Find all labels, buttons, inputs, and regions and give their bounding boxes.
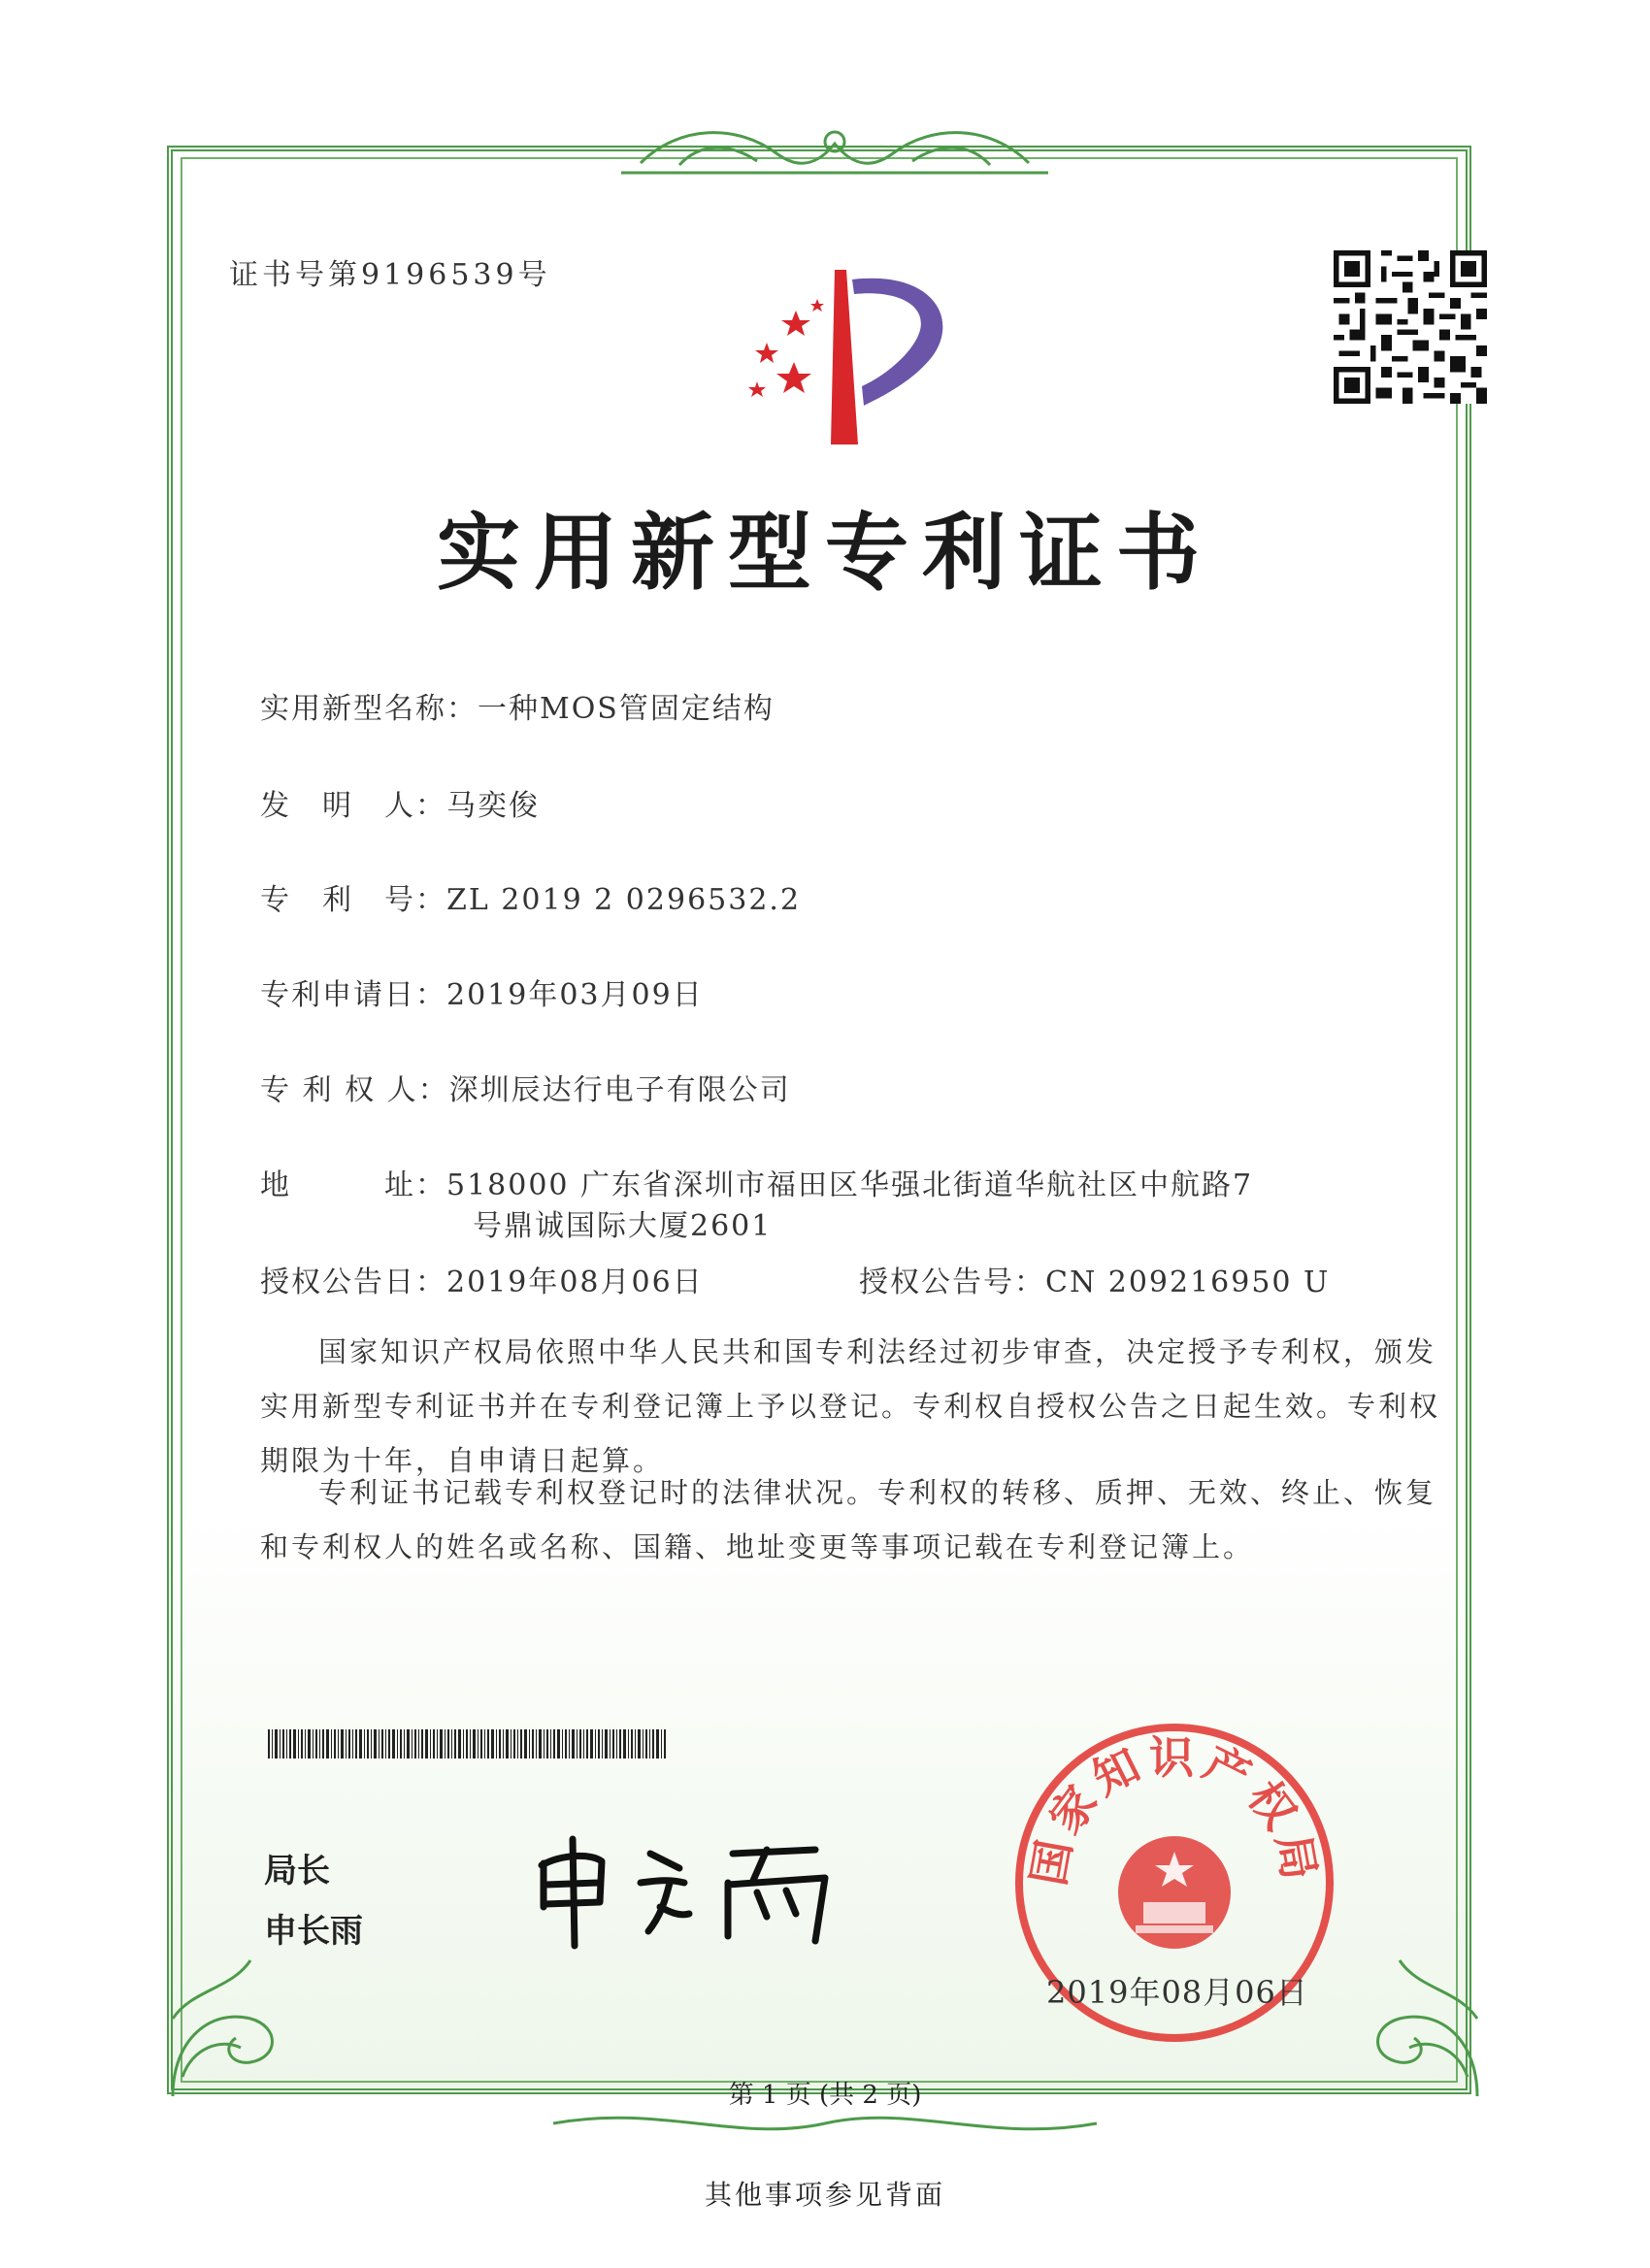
inventor-value: 马奕俊: [446, 789, 540, 823]
filing-date-value: 2019年03月09日: [446, 978, 704, 1012]
address-label: 地 址：: [260, 1168, 446, 1202]
patentee-row: [260, 1066, 791, 1108]
patentee-label: 专 利 权 人：: [260, 1073, 449, 1107]
grant-number-value: CN 209216950 U: [1045, 1265, 1331, 1299]
certificate-title: 实用新型专利证书: [437, 505, 1213, 602]
barcode: [268, 1729, 668, 1759]
page-number: 第 1 页 (共 2 页): [728, 2081, 922, 2110]
utility-model-name-label: 实用新型名称：: [260, 692, 478, 726]
grant-date-label: 授权公告日：: [260, 1265, 446, 1299]
statement-paragraph-1: 国家知识产权局依照中华人民共和国专利法经过初步审查，决定授予专利权，颁发实用新型专利证书并在专利登记簿上予以登记。专利权自授权公告之日起生效。专利权期限为十年，自申请日起算。: [260, 1335, 1441, 1477]
address-row: [260, 1161, 1253, 1203]
filing-date-row: [260, 970, 704, 1013]
grant-number-label: 授权公告号：: [859, 1265, 1045, 1299]
utility-model-name-value: 一种MOS管固定结构: [478, 692, 775, 726]
seal-date: 2019年08月06日: [1046, 1974, 1308, 2011]
patent-number-value: ZL 2019 2 0296532.2: [446, 883, 802, 917]
inventor-label: 发 明 人：: [260, 789, 446, 823]
address-value-line1: 518000 广东省深圳市福田区华强北街道华航社区中航路7: [446, 1168, 1254, 1202]
address-value-line2: 号鼎诚国际大厦2601: [473, 1209, 773, 1243]
footer-note: 其他事项参见背面: [704, 2179, 945, 2211]
statement-paragraph-2: 专利证书记载专利权登记时的法律状况。专利权的转移、质押、无效、终止、恢复和专利权人的姓名或名称、国籍、地址变更等事项记载在专利登记簿上。: [260, 1476, 1437, 1563]
grant-number-row: [859, 1258, 1330, 1300]
patentee-value: 深圳辰达行电子有限公司: [448, 1073, 791, 1107]
grant-date-value: 2019年08月06日: [446, 1265, 704, 1299]
patent-office-logo: [738, 260, 990, 454]
director-name: 申长雨: [264, 1912, 363, 1951]
filing-date-label: 专利申请日：: [260, 978, 446, 1012]
patent-number-row: [260, 875, 801, 918]
svg-text:国家知识产权局: 国家知识产权局: [1021, 1730, 1328, 1890]
top-ornament: [621, 115, 1048, 184]
grant-date-row: [260, 1258, 704, 1300]
certificate-number: 证书号第9196539号: [229, 258, 551, 292]
director-title: 局长: [264, 1852, 330, 1890]
inventor-row: [260, 781, 540, 824]
utility-model-name-row: [260, 684, 775, 727]
qr-code: [1334, 250, 1487, 404]
director-signature: [524, 1824, 874, 1951]
patent-number-label: 专 利 号：: [260, 883, 446, 917]
